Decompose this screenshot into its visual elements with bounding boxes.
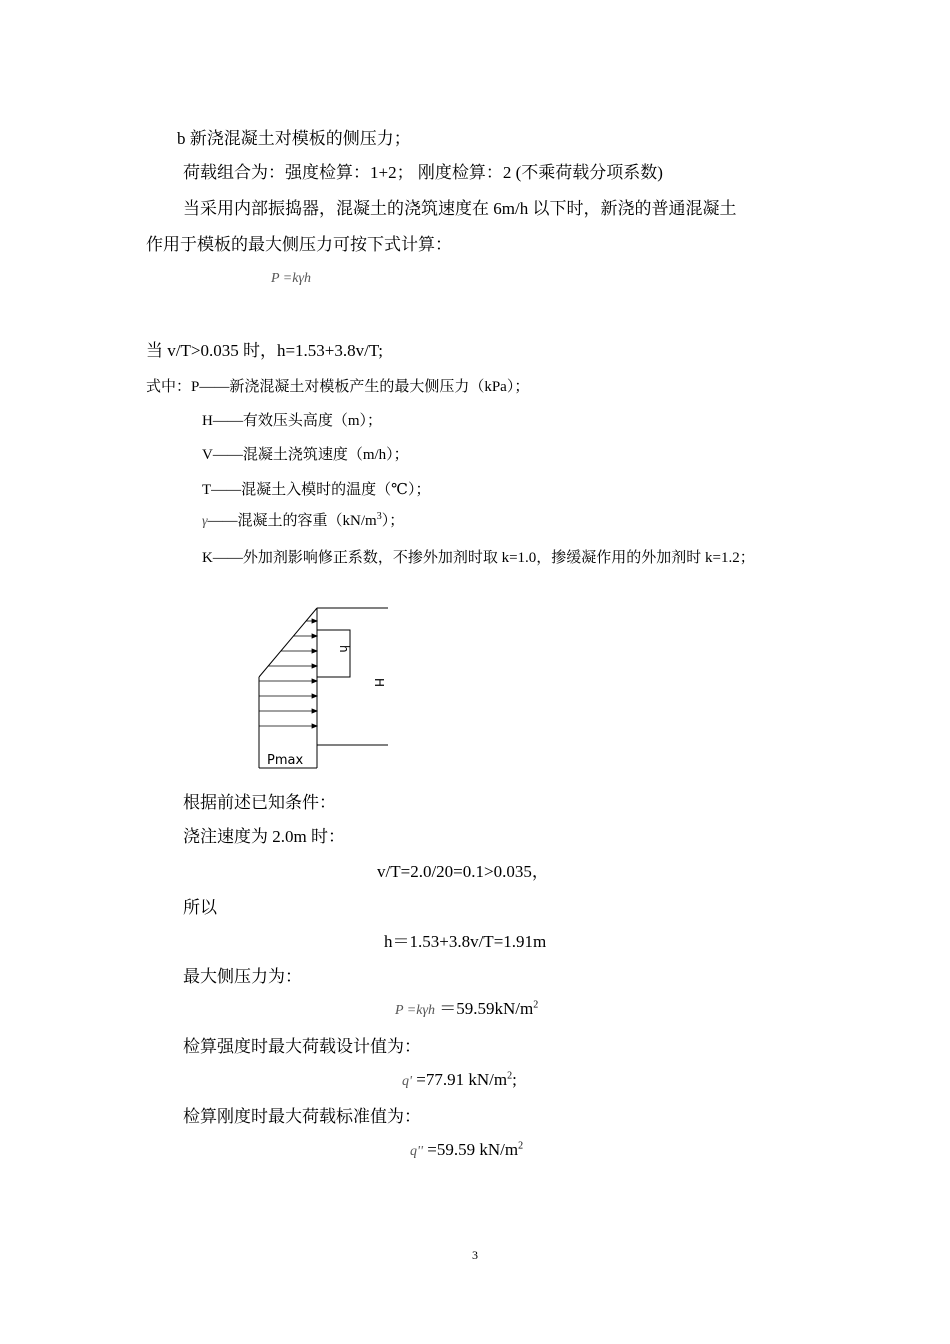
diagram-label-pmax: Pmax bbox=[267, 753, 304, 768]
pressure-slope-line bbox=[259, 608, 317, 677]
definition-t: T——混凝土入模时的温度（℃）； bbox=[202, 482, 431, 498]
gamma-unit-sup: 3 bbox=[376, 511, 382, 522]
pressure-arrow-head bbox=[312, 709, 317, 713]
pressure-arrow-head bbox=[312, 619, 317, 623]
pressure-arrow-head bbox=[312, 649, 317, 653]
definition-k: K——外加剂影响修正系数，不掺外加剂时取 k=1.0，掺缓凝作用的外加剂时 k=1.2； bbox=[202, 550, 755, 566]
calc-strength-label: 检算强度时最大荷载设计值为： bbox=[183, 1037, 421, 1056]
definition-lead-p: 式中：P——新浇混凝土对模板产生的最大侧压力（kPa）； bbox=[146, 379, 530, 395]
pressure-arrow-head bbox=[312, 694, 317, 698]
q1-value: =77.91 kN/m bbox=[416, 1070, 508, 1089]
paragraph-vibrator-line2: 作用于模板的最大侧压力可按下式计算： bbox=[146, 235, 452, 254]
q1-end: ; bbox=[512, 1070, 517, 1089]
formula-max-pressure: P =kγh bbox=[271, 271, 311, 286]
condition-line: 当 v/T>0.035 时，h=1.53+3.8v/T; bbox=[146, 341, 384, 360]
q1-unit-sup: 2 bbox=[507, 1070, 513, 1082]
page-number: 3 bbox=[472, 1248, 478, 1262]
paragraph-load-combination: 荷载组合为：强度检算：1+2； 刚度检算：2 (不乘荷载分项系数) bbox=[183, 163, 663, 182]
h-bracket bbox=[317, 630, 350, 677]
pressure-arrow-head bbox=[312, 679, 317, 683]
definition-h: H——有效压头高度（m）； bbox=[202, 413, 383, 429]
calc-max-pressure bbox=[395, 998, 538, 1022]
gamma-symbol: γ bbox=[202, 514, 208, 529]
max-formula: P =kγh bbox=[395, 1003, 435, 1018]
calc-so: 所以 bbox=[183, 898, 217, 917]
pressure-arrow-head bbox=[312, 724, 317, 728]
gamma-end: ）； bbox=[381, 513, 405, 529]
max-unit-sup: 2 bbox=[533, 999, 539, 1011]
calc-h-value: h＝1.53+3.8v/T=1.91m bbox=[384, 932, 547, 951]
diagram-label-H: H bbox=[372, 678, 386, 688]
q2-symbol: q'' bbox=[410, 1144, 423, 1159]
calc-max-label: 最大侧压力为： bbox=[183, 967, 302, 986]
calc-intro: 根据前述已知条件： bbox=[183, 793, 336, 812]
q1-symbol: q' bbox=[402, 1074, 412, 1089]
q2-value: =59.59 kN/m bbox=[427, 1140, 519, 1159]
pressure-arrow-head bbox=[312, 664, 317, 668]
diagram-label-h: h bbox=[337, 645, 351, 653]
calc-q1 bbox=[402, 1069, 517, 1093]
calc-q2 bbox=[410, 1139, 523, 1163]
pressure-arrows bbox=[259, 619, 317, 728]
pressure-distribution-diagram bbox=[255, 600, 395, 775]
calc-speed: 浇注速度为 2.0m 时： bbox=[183, 827, 345, 846]
calc-stiffness-label: 检算刚度时最大荷载标准值为： bbox=[183, 1107, 421, 1126]
q2-unit-sup: 2 bbox=[518, 1140, 524, 1152]
pressure-arrow-head bbox=[312, 634, 317, 638]
gamma-text: ——混凝土的容重（kN/m bbox=[207, 513, 377, 529]
max-value: ＝59.59kN/m bbox=[439, 999, 534, 1018]
calc-vt: v/T=2.0/20=0.1>0.035， bbox=[377, 862, 549, 881]
definition-v: V——混凝土浇筑速度（m/h）； bbox=[202, 447, 409, 463]
paragraph-vibrator-line1: 当采用内部振捣器，混凝土的浇筑速度在 6m/h 以下时，新浇的普通混凝土 bbox=[183, 199, 737, 218]
definition-gamma bbox=[202, 510, 404, 533]
paragraph-side-pressure-title: b 新浇混凝土对模板的侧压力； bbox=[177, 129, 411, 148]
